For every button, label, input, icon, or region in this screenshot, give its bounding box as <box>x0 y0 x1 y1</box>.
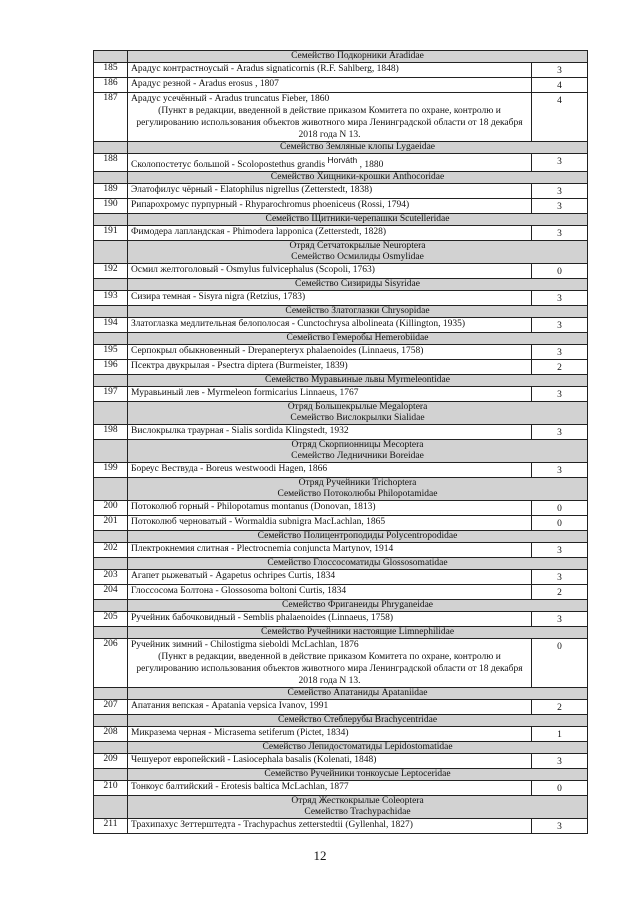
species-name: Вислокрылка траурная - Sialis sordida Klingstedt, 1932 <box>131 426 349 436</box>
category-cell <box>531 184 587 199</box>
species-name-cell <box>128 345 532 360</box>
taxon-header <box>128 214 588 226</box>
species-name-cell <box>128 543 532 558</box>
species-row <box>94 501 588 516</box>
taxon-header <box>128 440 588 463</box>
taxon-header-row <box>94 142 588 154</box>
category-cell <box>531 360 587 375</box>
category-value: 3 <box>557 466 562 476</box>
species-name: Арадус резной - Aradus erosus , 1807 <box>131 79 279 89</box>
category-cell <box>531 318 587 333</box>
taxon-header-line: Семейство Подкорники Aradidae <box>291 51 424 61</box>
taxon-header-line: Семейство Сизириды Sisyridae <box>295 279 420 289</box>
species-row <box>94 291 588 306</box>
taxon-header-line: Семейство Златоглазки Chrysopidae <box>285 306 430 316</box>
category-value: 3 <box>557 229 562 239</box>
taxon-header-row <box>94 214 588 226</box>
taxon-header-line: Семейство Ручейники настоящие Limnephilidae <box>260 627 455 637</box>
species-row <box>94 78 588 93</box>
species-name: Агапет рыжеватый - Agapetus ochripes Curtis, 1834 <box>131 571 336 581</box>
taxon-header-row <box>94 172 588 184</box>
header-blank-cell <box>94 627 128 639</box>
header-blank-cell <box>94 172 128 184</box>
species-name-cell <box>128 516 532 531</box>
taxon-header-row <box>94 688 588 700</box>
category-value: 1 <box>557 730 562 740</box>
species-row <box>94 754 588 769</box>
species-name-cell <box>128 585 532 600</box>
taxon-header-line: Семейство Ручейники тонкоусые Leptoceridae <box>264 769 451 779</box>
header-blank-cell <box>94 600 128 612</box>
taxon-header-row <box>94 531 588 543</box>
species-name-cell <box>128 63 532 78</box>
row-number: 196 <box>94 360 128 375</box>
species-name-cell <box>128 93 532 142</box>
taxon-header-line: Семейство Хищники-крошки Anthocoridae <box>270 172 445 182</box>
taxon-header-line: Семейство Вислокрылки Sialidae <box>290 413 425 423</box>
species-name-cell <box>128 639 532 688</box>
taxon-header <box>128 51 588 63</box>
species-row <box>94 199 588 214</box>
species-row <box>94 612 588 627</box>
species-name-cell <box>128 78 532 93</box>
row-number: 186 <box>94 78 128 93</box>
category-cell <box>531 700 587 715</box>
taxon-header-line: Отряд Скорпионницы Mecoptera <box>291 440 424 450</box>
page-number: 12 <box>313 848 327 863</box>
category-value: 0 <box>557 519 562 529</box>
header-blank-cell <box>94 241 128 264</box>
row-number: 200 <box>94 501 128 516</box>
taxon-header <box>128 688 588 700</box>
category-value: 3 <box>557 573 562 583</box>
row-number: 201 <box>94 516 128 531</box>
species-row <box>94 387 588 402</box>
species-name: Сколопостетус большой - Scolopostethus grandis <box>131 160 326 170</box>
row-number: 207 <box>94 700 128 715</box>
taxon-header-line: Семейство Апатаниды Apataniidae <box>287 688 428 698</box>
taxon-header-line: Семейство Фриганеиды Phryganeidae <box>281 600 434 610</box>
taxon-header <box>128 241 588 264</box>
species-row <box>94 819 588 834</box>
category-cell <box>531 63 587 78</box>
taxon-header-row <box>94 796 588 819</box>
category-cell <box>531 425 587 440</box>
species-name: Рипарохромус пурпурный - Rhyparochromus phoeniceus (Rossi, 1794) <box>131 200 410 210</box>
taxon-header-row <box>94 558 588 570</box>
species-row <box>94 184 588 199</box>
taxon-header-line: Семейство Осмилиды Osmylidae <box>291 252 424 262</box>
species-row <box>94 318 588 333</box>
taxon-header <box>128 333 588 345</box>
species-name-cell <box>128 781 532 796</box>
species-row <box>94 360 588 375</box>
species-name: Псектра двукрылая - Psectra diptera (Burmeister, 1839) <box>131 361 348 371</box>
taxon-header <box>128 402 588 425</box>
category-cell <box>531 727 587 742</box>
row-number: 211 <box>94 819 128 834</box>
species-row <box>94 63 588 78</box>
taxon-header-row <box>94 769 588 781</box>
row-number: 195 <box>94 345 128 360</box>
species-row <box>94 226 588 241</box>
taxon-header-line: Отряд Ручейники Trichoptera <box>298 478 417 488</box>
species-name: Арадус контрастноусый - Aradus signaticornis (R.F. Sahlberg, 1848) <box>131 64 399 74</box>
taxon-header-row <box>94 375 588 387</box>
category-value: 3 <box>557 822 562 832</box>
taxon-header-line: Семейство Муравьиные львы Myrmeleontidae <box>265 375 450 385</box>
taxon-header-line: Семейство Полицентроподиды Polycentropodidae <box>257 531 458 541</box>
header-blank-cell <box>94 51 128 63</box>
taxon-header <box>128 531 588 543</box>
species-name-cell <box>128 612 532 627</box>
taxon-header-row <box>94 241 588 264</box>
category-value: 3 <box>557 202 562 212</box>
category-value: 3 <box>557 428 562 438</box>
species-name-cell <box>128 387 532 402</box>
species-name: Чешуерот европейский - Lasiocephala basalis (Kolenati, 1848) <box>131 755 377 765</box>
taxon-header-line: Отряд Жесткокрылые Coleoptera <box>291 796 424 806</box>
header-blank-cell <box>94 742 128 754</box>
species-name-cell <box>128 184 532 199</box>
category-value: 2 <box>557 363 562 373</box>
species-name-cell <box>128 154 532 172</box>
header-blank-cell <box>94 375 128 387</box>
category-cell <box>531 199 587 214</box>
category-value: 0 <box>557 642 562 652</box>
taxon-header-row <box>94 715 588 727</box>
species-name: Арадус усечённый - Aradus truncatus Fieber, 1860 <box>131 94 330 104</box>
species-name-cell <box>128 463 532 478</box>
taxon-header-line: Семейство Потоколюбы Philopotamidae <box>277 489 438 499</box>
row-number: 206 <box>94 639 128 688</box>
taxon-header <box>128 279 588 291</box>
category-value: 3 <box>557 187 562 197</box>
category-cell <box>531 612 587 627</box>
species-row <box>94 264 588 279</box>
species-name-cell <box>128 754 532 769</box>
species-row <box>94 463 588 478</box>
species-row <box>94 516 588 531</box>
category-cell <box>531 154 587 172</box>
species-name: Бореус Вествуда - Boreus westwoodi Hagen, 1866 <box>131 464 328 474</box>
row-number: 208 <box>94 727 128 742</box>
taxon-header-row <box>94 402 588 425</box>
category-value: 0 <box>557 784 562 794</box>
author-superscript: Horváth <box>327 155 358 165</box>
species-row <box>94 570 588 585</box>
category-cell <box>531 226 587 241</box>
taxon-header-row <box>94 478 588 501</box>
species-name-tail: , 1880 <box>359 160 384 170</box>
category-cell <box>531 93 587 142</box>
category-cell <box>531 345 587 360</box>
taxon-header <box>128 142 588 154</box>
species-name-cell <box>128 264 532 279</box>
taxon-header-line: Отряд Сетчатокрылые Neuroptera <box>289 241 426 251</box>
category-value: 0 <box>557 267 562 277</box>
row-number: 190 <box>94 199 128 214</box>
taxon-header <box>128 600 588 612</box>
taxon-header-line: Семейство Лепидостоматиды Lepidostomatidae <box>262 742 453 752</box>
category-cell <box>531 78 587 93</box>
species-row <box>94 639 588 688</box>
taxon-header <box>128 172 588 184</box>
row-number: 185 <box>94 63 128 78</box>
category-value: 3 <box>557 321 562 331</box>
species-name: Микразема черная - Micrasema setiferum (Pictet, 1834) <box>131 728 349 738</box>
taxon-header <box>128 715 588 727</box>
category-value: 3 <box>557 157 562 167</box>
row-number: 187 <box>94 93 128 142</box>
species-row <box>94 700 588 715</box>
species-name: Златоглазка медлительная белополосая - Cunctochrysa albolineata (Killington, 1935) <box>131 319 466 329</box>
species-name-cell <box>128 700 532 715</box>
header-blank-cell <box>94 333 128 345</box>
row-number: 199 <box>94 463 128 478</box>
species-name: Сизира темная - Sisyra nigra (Retzius, 1783) <box>131 292 306 302</box>
row-number: 209 <box>94 754 128 769</box>
species-row <box>94 93 588 142</box>
taxon-header-line: Семейство Гемеробы Hemerobiidae <box>286 333 429 343</box>
category-cell <box>531 291 587 306</box>
species-name-cell <box>128 425 532 440</box>
species-row <box>94 345 588 360</box>
header-blank-cell <box>94 306 128 318</box>
taxon-header-line: Семейство Щитники-черепашки Scutelleridae <box>265 214 450 224</box>
row-number: 191 <box>94 226 128 241</box>
row-number: 198 <box>94 425 128 440</box>
category-value: 2 <box>557 588 562 598</box>
species-name: Апатания вепская - Apatania vepsica Ivanov, 1991 <box>131 701 329 711</box>
species-name: Элатофилус чёрный - Elatophilus nigrellus (Zetterstedt, 1838) <box>131 185 373 195</box>
species-name: Ручейник бабочковидный - Semblis phalaenoides (Linnaeus, 1758) <box>131 613 394 623</box>
species-name-cell <box>128 226 532 241</box>
category-cell <box>531 264 587 279</box>
category-cell <box>531 516 587 531</box>
category-value: 3 <box>557 348 562 358</box>
category-value: 4 <box>557 81 562 91</box>
category-cell <box>531 819 587 834</box>
header-blank-cell <box>94 142 128 154</box>
taxon-header-line: Отряд Большекрылые Megaloptera <box>287 402 428 412</box>
taxon-header-row <box>94 51 588 63</box>
species-row <box>94 585 588 600</box>
row-number: 203 <box>94 570 128 585</box>
species-name-cell <box>128 819 532 834</box>
header-blank-cell <box>94 214 128 226</box>
taxon-header <box>128 306 588 318</box>
row-number: 193 <box>94 291 128 306</box>
taxon-header-row <box>94 279 588 291</box>
header-blank-cell <box>94 531 128 543</box>
category-cell <box>531 543 587 558</box>
species-name: Муравьиный лев - Myrmeleon formicarius Linnaeus, 1767 <box>131 388 359 398</box>
category-cell <box>531 781 587 796</box>
taxon-header <box>128 627 588 639</box>
header-blank-cell <box>94 796 128 819</box>
category-value: 3 <box>557 390 562 400</box>
taxon-header-row <box>94 440 588 463</box>
species-name: Потоколюб черноватый - Wormaldia subnigra MacLachlan, 1865 <box>131 517 386 527</box>
species-name-cell <box>128 199 532 214</box>
header-blank-cell <box>94 688 128 700</box>
species-row <box>94 425 588 440</box>
taxon-header <box>128 769 588 781</box>
species-name-cell <box>128 570 532 585</box>
category-value: 4 <box>557 96 562 106</box>
category-cell <box>531 639 587 688</box>
row-number: 197 <box>94 387 128 402</box>
taxon-header-line: Семейство Trachypachidae <box>304 807 411 817</box>
row-number: 189 <box>94 184 128 199</box>
species-name: Осмил желтоголовый - Osmylus fulvicephalus (Scopoli, 1763) <box>131 265 375 275</box>
category-cell <box>531 570 587 585</box>
row-number: 192 <box>94 264 128 279</box>
category-cell <box>531 501 587 516</box>
species-name: Трахипахус Зеттерштедта - Trachypachus zetterstedtii (Gyllenhal, 1827) <box>131 820 413 830</box>
species-name: Серпокрыл обыкновенный - Drepanepteryx phalaenoides (Linnaeus, 1758) <box>131 346 424 356</box>
amendment-note: (Пункт в редакции, введенной в действие приказом Комитета по охране, контролю и регулированию использования объектов животного мира Ленинградской области от 18 декабря 2018 года N 13. <box>136 652 523 686</box>
row-number: 194 <box>94 318 128 333</box>
category-cell <box>531 585 587 600</box>
taxon-header-row <box>94 742 588 754</box>
taxon-header-line: Семейство Земляные клопы Lygaeidae <box>279 142 436 152</box>
taxon-header-row <box>94 306 588 318</box>
category-value: 2 <box>557 703 562 713</box>
species-name: Потоколюб горный - Philopotamus montanus (Donovan, 1813) <box>131 502 376 512</box>
category-cell <box>531 463 587 478</box>
species-name: Ручейник зимний - Chilostigma sieboldi McLachlan, 1876 <box>131 640 359 650</box>
category-value: 3 <box>557 757 562 767</box>
taxon-header <box>128 796 588 819</box>
header-blank-cell <box>94 402 128 425</box>
header-blank-cell <box>94 440 128 463</box>
taxon-header-row <box>94 333 588 345</box>
header-blank-cell <box>94 478 128 501</box>
taxon-header-row <box>94 600 588 612</box>
taxon-header <box>128 742 588 754</box>
row-number: 205 <box>94 612 128 627</box>
species-row <box>94 154 588 172</box>
row-number: 204 <box>94 585 128 600</box>
row-number: 210 <box>94 781 128 796</box>
row-number: 202 <box>94 543 128 558</box>
header-blank-cell <box>94 769 128 781</box>
category-cell <box>531 754 587 769</box>
taxon-header-row <box>94 627 588 639</box>
species-row <box>94 727 588 742</box>
species-name: Плектрокнемия слитная - Plectrocnemia conjuncta Martynov, 1914 <box>131 544 394 554</box>
category-value: 3 <box>557 294 562 304</box>
species-row <box>94 543 588 558</box>
species-name: Тонкоус балтийский - Erotesis baltica McLachlan, 1877 <box>131 782 349 792</box>
header-blank-cell <box>94 558 128 570</box>
category-value: 3 <box>557 615 562 625</box>
taxon-header-line: Семейство Глоссосоматиды Glossosomatidae <box>267 558 448 568</box>
species-table <box>93 50 588 834</box>
taxon-header <box>128 558 588 570</box>
species-name: Фимодера лапландская - Phimodera lapponica (Zetterstedt, 1828) <box>131 227 386 237</box>
taxon-header-line: Семейство Ледничники Boreidae <box>291 451 424 461</box>
taxon-header <box>128 375 588 387</box>
header-blank-cell <box>94 279 128 291</box>
row-number: 188 <box>94 154 128 172</box>
category-value: 0 <box>557 504 562 514</box>
species-name-cell <box>128 291 532 306</box>
category-value: 3 <box>557 66 562 76</box>
species-name-cell <box>128 501 532 516</box>
species-name-cell <box>128 360 532 375</box>
species-row <box>94 781 588 796</box>
header-blank-cell <box>94 715 128 727</box>
amendment-note: (Пункт в редакции, введенной в действие приказом Комитета по охране, контролю и регулированию использования объектов животного мира Ленинградской области от 18 декабря 2018 года N 13. <box>136 106 523 140</box>
category-value: 3 <box>557 546 562 556</box>
species-name-cell <box>128 727 532 742</box>
species-name: Глоссосома Болтона - Glossosoma boltoni Curtis, 1834 <box>131 586 347 596</box>
category-cell <box>531 387 587 402</box>
species-name-cell <box>128 318 532 333</box>
taxon-header-line: Семейство Стеблерубы Brachycentridae <box>277 715 438 725</box>
taxon-header <box>128 478 588 501</box>
